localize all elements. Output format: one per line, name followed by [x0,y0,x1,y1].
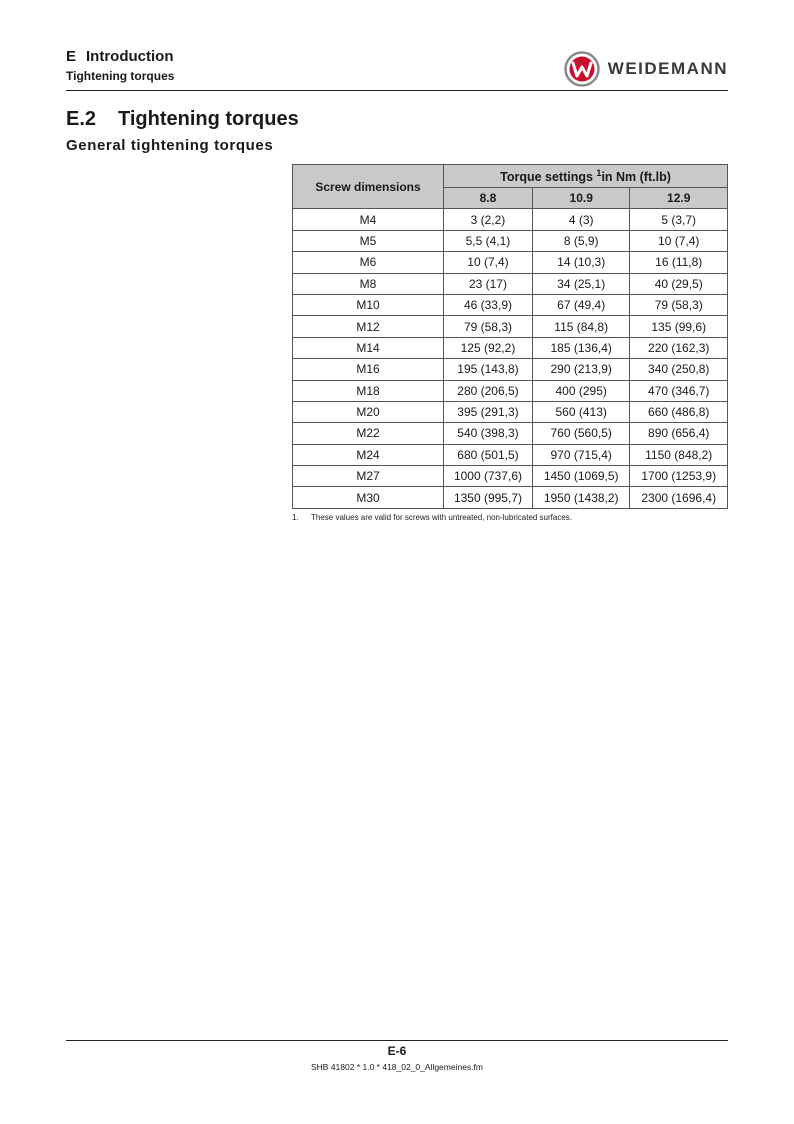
torque-table-body [293,209,728,508]
torque-header-suffix: in Nm (ft.lb) [601,170,671,185]
document-id: SHB 41802 * 1.0 * 418_02_0_Allgemeines.fm [310,1062,483,1072]
screw-size-cell: M8 [293,273,444,294]
screw-dimensions-header: Screw dimensions [293,165,444,209]
screw-size-cell: M22 [293,423,444,444]
table-row [293,466,728,487]
torque-value-cell: 14 (10,3) [532,252,630,273]
torque-value-cell: 680 (501,5) [444,444,533,465]
section-title: Tightening torques [118,108,299,130]
torque-value-cell: 10 (7,4) [444,252,533,273]
screw-size-cell: M20 [293,401,444,422]
screw-size-cell: M5 [293,230,444,251]
footnote-ref: 1 [596,167,602,178]
torque-value-cell: 34 (25,1) [532,273,630,294]
torque-value-cell: 1700 (1253,9) [630,466,728,487]
header-divider [66,90,728,91]
screw-size-cell: M18 [293,380,444,401]
torque-value-cell: 1350 (995,7) [444,487,533,508]
weidemann-emblem-icon [564,51,600,87]
page-header [66,48,728,90]
table-row [293,423,728,444]
torque-value-cell: 4 (3) [532,209,630,230]
torque-value-cell: 340 (250,8) [630,359,728,380]
torque-value-cell: 395 (291,3) [444,401,533,422]
screw-size-cell: M6 [293,252,444,273]
table-row [293,316,728,337]
torque-value-cell: 5,5 (4,1) [444,230,533,251]
chapter-title: Introduction [86,48,174,65]
torque-value-cell: 1450 (1069,5) [532,466,630,487]
torque-value-cell: 23 (17) [444,273,533,294]
torque-settings-header [444,165,728,188]
torque-header-prefix: Torque settings [500,170,597,185]
torque-value-cell: 10 (7,4) [630,230,728,251]
torque-value-cell: 16 (11,8) [630,252,728,273]
torque-value-cell: 2300 (1696,4) [630,487,728,508]
footnote-text: These values are valid for screws with untreated, non-lubricated surfaces. [311,513,573,522]
torque-value-cell: 185 (136,4) [532,337,630,358]
chapter-heading [66,48,174,65]
screw-size-cell: M16 [293,359,444,380]
screw-size-cell: M14 [293,337,444,358]
torque-value-cell: 220 (162,3) [630,337,728,358]
screw-size-cell: M24 [293,444,444,465]
table-row [293,380,728,401]
screw-size-cell: M10 [293,294,444,315]
page-number: E-6 [387,1044,407,1058]
torque-value-cell: 540 (398,3) [444,423,533,444]
table-row [293,252,728,273]
torque-value-cell: 280 (206,5) [444,380,533,401]
torque-value-cell: 3 (2,2) [444,209,533,230]
footnote-number: 1. [292,513,299,522]
torque-value-cell: 125 (92,2) [444,337,533,358]
torque-value-cell: 195 (143,8) [444,359,533,380]
torque-value-cell: 79 (58,3) [630,294,728,315]
footer-divider [66,1040,728,1041]
screw-size-cell: M4 [293,209,444,230]
table-row [293,209,728,230]
torque-value-cell: 67 (49,4) [532,294,630,315]
table-row [293,273,728,294]
grade-header-10-9: 10.9 [532,188,630,209]
table-row [293,487,728,508]
table-row [293,359,728,380]
torque-value-cell: 40 (29,5) [630,273,728,294]
torque-value-cell: 46 (33,9) [444,294,533,315]
table-row [293,337,728,358]
grade-header-12-9: 12.9 [630,188,728,209]
table-row [293,294,728,315]
screw-size-cell: M12 [293,316,444,337]
tightening-torque-table [292,164,728,509]
torque-value-cell: 115 (84,8) [532,316,630,337]
screw-size-cell: M30 [293,487,444,508]
torque-value-cell: 890 (656,4) [630,423,728,444]
table-footnote [292,513,572,522]
brand-logo [564,52,728,86]
torque-value-cell: 1950 (1438,2) [532,487,630,508]
torque-value-cell: 79 (58,3) [444,316,533,337]
torque-value-cell: 760 (560,5) [532,423,630,444]
torque-value-cell: 470 (346,7) [630,380,728,401]
torque-value-cell: 660 (486,8) [630,401,728,422]
subsection-title: General tightening torques [66,137,274,154]
torque-value-cell: 970 (715,4) [532,444,630,465]
torque-value-cell: 8 (5,9) [532,230,630,251]
torque-value-cell: 400 (295) [532,380,630,401]
table-row [293,401,728,422]
section-heading [66,108,299,131]
brand-name: WEIDEMANN [607,59,728,78]
torque-value-cell: 560 (413) [532,401,630,422]
table-row [293,444,728,465]
torque-value-cell: 5 (3,7) [630,209,728,230]
chapter-number: E [66,48,77,65]
screw-size-cell: M27 [293,466,444,487]
torque-value-cell: 1150 (848,2) [630,444,728,465]
torque-value-cell: 135 (99,6) [630,316,728,337]
torque-value-cell: 1000 (737,6) [444,466,533,487]
table-row [293,230,728,251]
section-number: E.2 [66,108,97,130]
grade-header-8-8: 8.8 [444,188,533,209]
subchapter-title: Tightening torques [66,69,175,83]
torque-value-cell: 290 (213,9) [532,359,630,380]
